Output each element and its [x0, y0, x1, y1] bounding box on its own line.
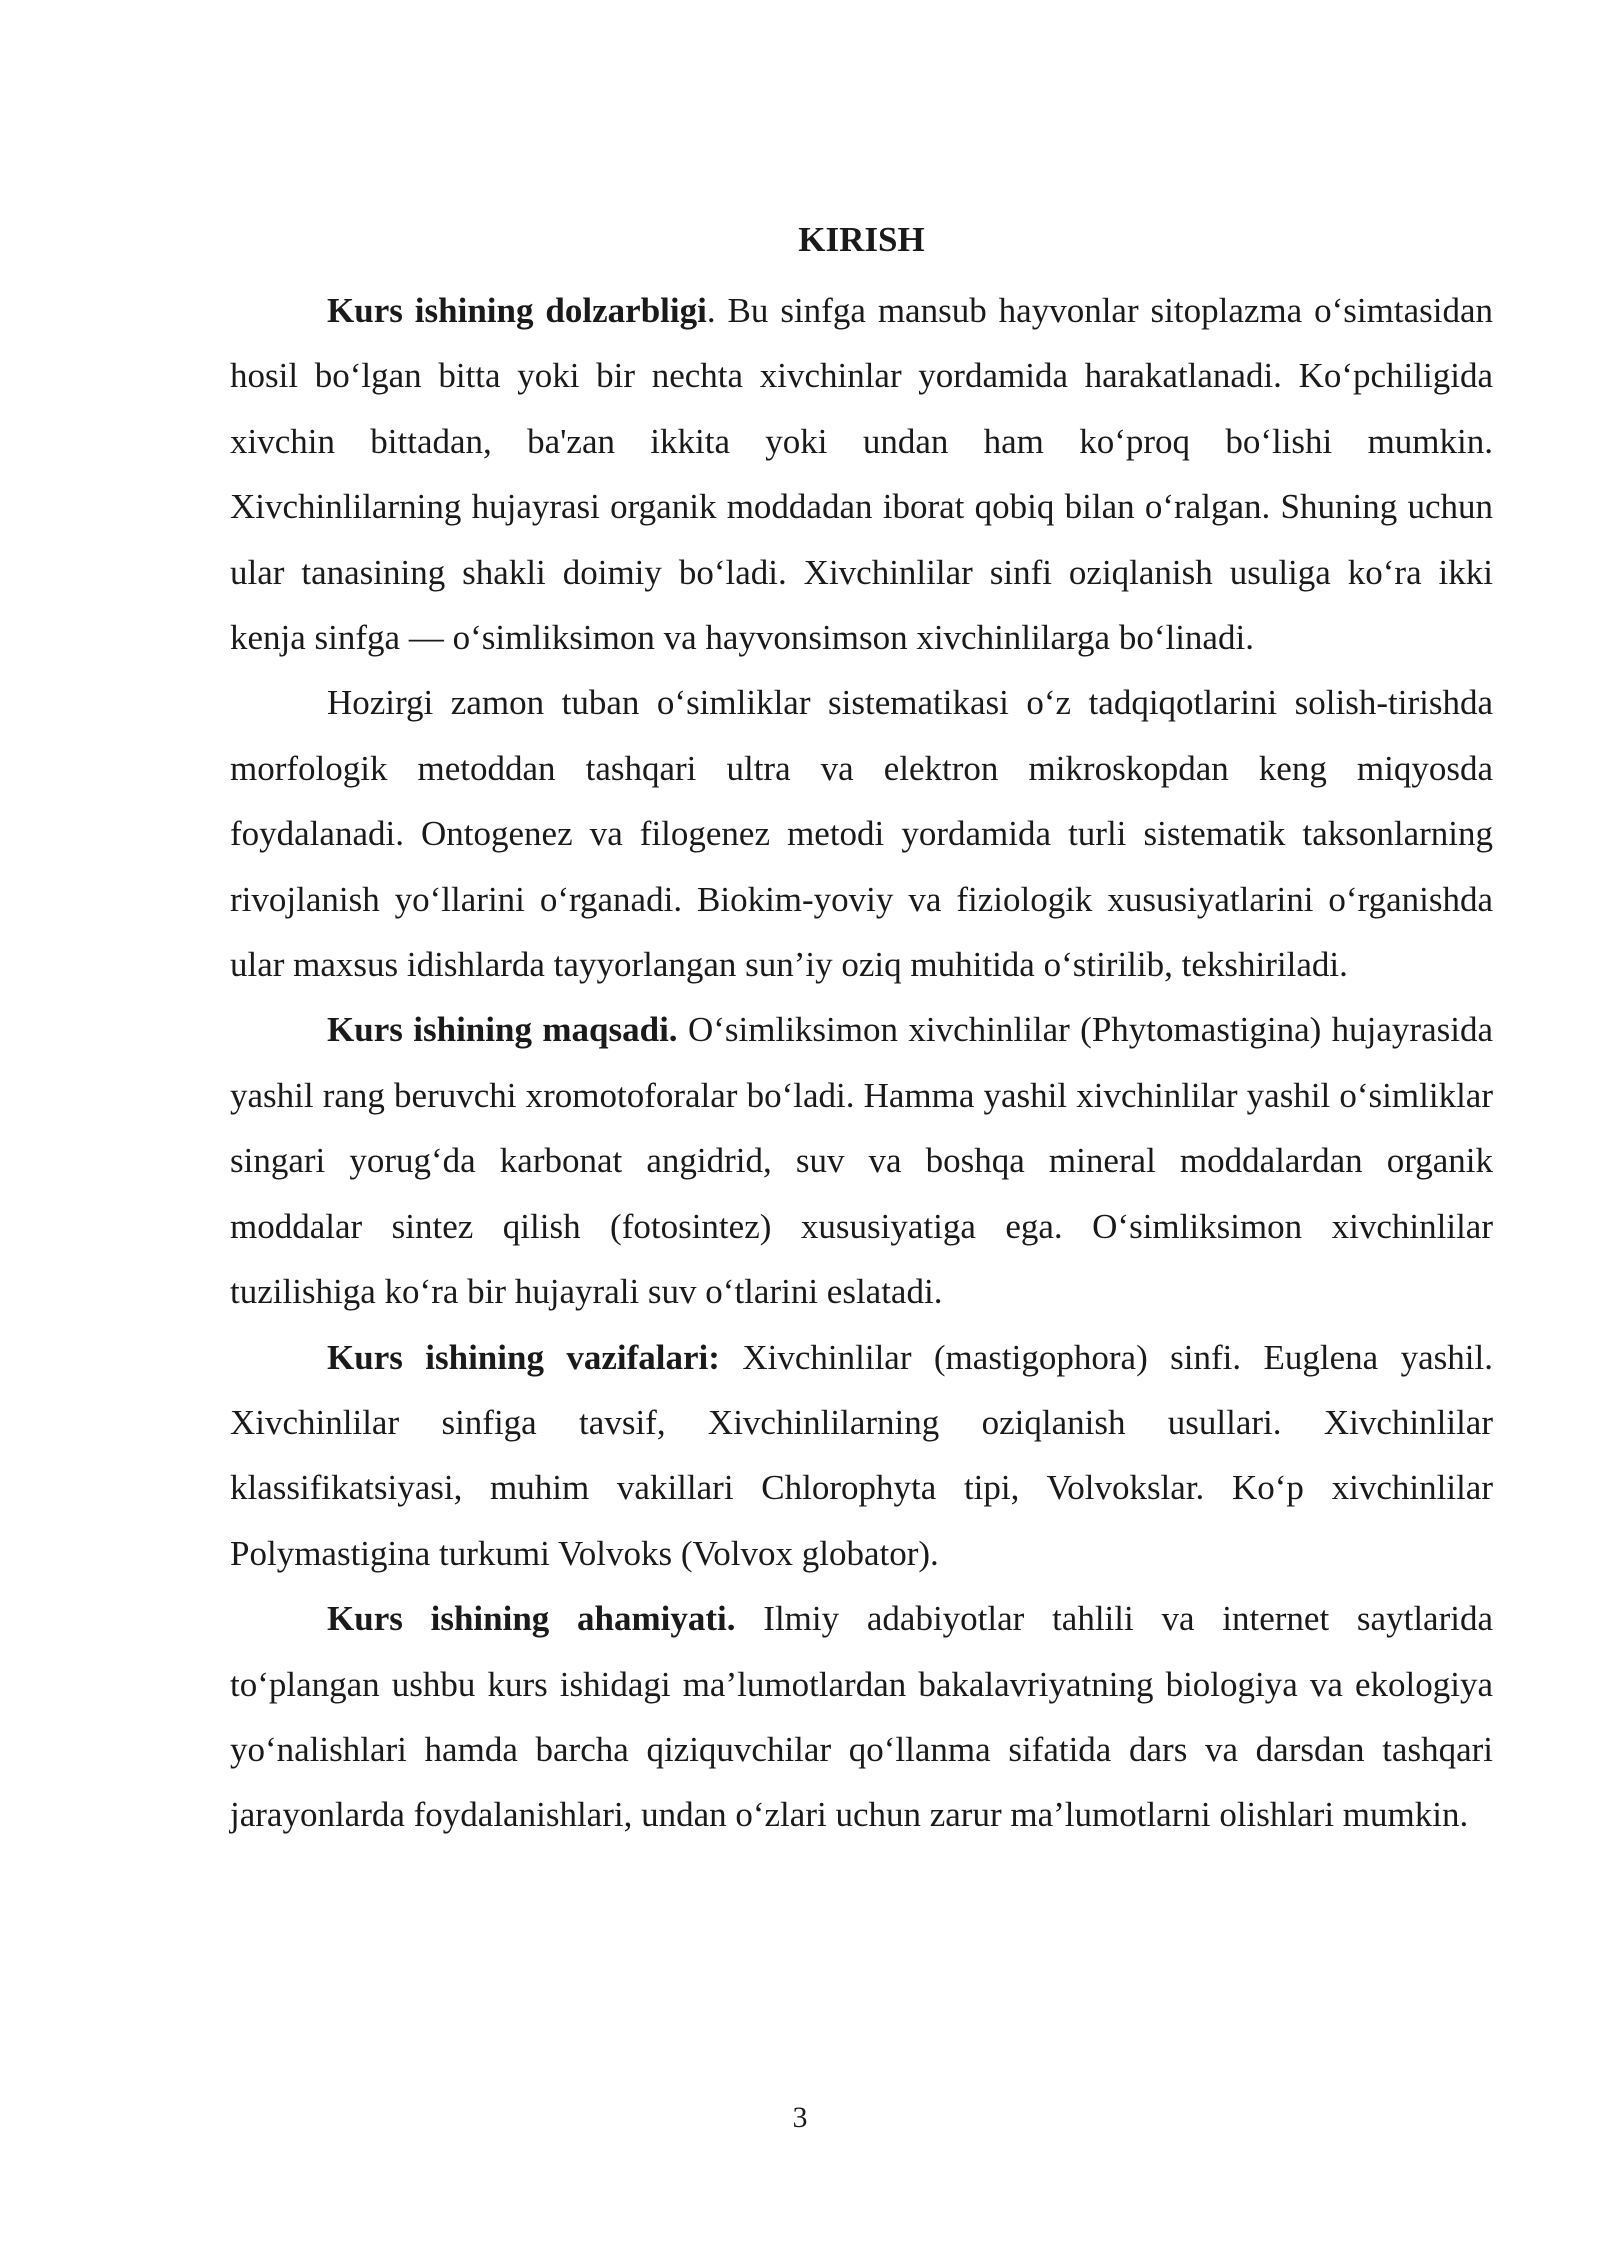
document-page	[230, 212, 1493, 1848]
paragraph-relevance	[230, 278, 1493, 670]
paragraph-text: Ilmiy adabiyotlar tahlili va internet saytlarida to‘plangan ushbu kurs ishidagi ma’lumotlardan bakalavriyatning biologiya va ekologiya yo‘nalishlari hamda barcha qiziquvchilar qo‘llanma sifatida dars va darsdan tashqari jarayonlarda foydalanishlari, undan o‘zlari uchun zarur ma’lumotlarni olishlari mumkin.	[230, 1599, 1493, 1835]
paragraph-text: Hozirgi zamon tuban o‘simliklar sistematikasi o‘z tadqiqotlarini solish-tirishda morfologik metoddan tashqari ultra va elektron mikroskopdan keng miqyosda foydalanadi. Ontogenez va filogenez metodi yordamida turli sistematik taksonlarning rivojlanish yo‘llarini o‘rganadi. Biokim-yoviy va fiziologik xususiyatlarini o‘rganishda ular maxsus idishlarda tayyorlangan sun’iy oziq muhitida o‘stirilib, tekshiriladi.	[230, 683, 1493, 985]
paragraph-lead: Kurs ishining ahamiyati.	[327, 1599, 736, 1639]
paragraph-lead: Kurs ishining dolzarbligi	[327, 291, 707, 330]
paragraph-significance	[230, 1586, 1493, 1848]
paragraph-lead: Kurs ishining vazifalari:	[327, 1337, 720, 1377]
paragraph-text: Xivchinlilar (mastigophora) sinfi. Euglena yashil. Xivchinlilar sinfiga tavsif, Xivchinlilarning oziqlanish usullari. Xivchinlilar klassifikatsiyasi, muhim vakillari Chlorophyta tipi, Volvokslar. Ko‘p xivchinlilar Polymastigina turkumi Volvoks (Volvox globator).	[230, 1337, 1493, 1573]
section-title: KIRISH	[798, 220, 925, 259]
paragraph-tasks	[230, 1325, 1493, 1587]
page-number: 3	[792, 2101, 808, 2134]
paragraph-goal	[230, 997, 1493, 1324]
paragraph-text: O‘simliksimon xivchinlilar (Phytomastigina) hujayrasida yashil rang beruvchi xromotoforalar bo‘ladi. Hamma yashil xivchinlilar yashil o‘simliklar singari yorug‘da karbonat angidrid, suv va boshqa mineral moddalardan organik moddalar sintez qilish (fotosintez) xususiyatiga ega. O‘simliksimon xivchinlilar tuzilishiga ko‘ra bir hujayrali suv o‘tlarini eslatadi.	[230, 1010, 1494, 1312]
paragraph-lead: Kurs ishining maqsadi.	[327, 1010, 678, 1050]
paragraph-methods	[230, 670, 1493, 997]
paragraph-text: . Bu sinfga mansub hayvonlar sitoplazma o‘simtasidan hosil bo‘lgan bitta yoki bir nechta xivchinlar yordamida harakatlanadi. Ko‘pchiligida xivchin bittadan, ba'zan ikkita yoki undan ham ko‘proq bo‘lishi mumkin. Xivchinlilarning hujayrasi organik moddadan iborat qobiq bilan o‘ralgan. Shuning uchun ular tanasining shakli doimiy bo‘ladi. Xivchinlilar sinfi oziqlanish usuliga ko‘ra ikki kenja sinfga — o‘simliksimon va hayvonsimson xivchinlilarga bo‘linadi.	[230, 291, 1493, 658]
